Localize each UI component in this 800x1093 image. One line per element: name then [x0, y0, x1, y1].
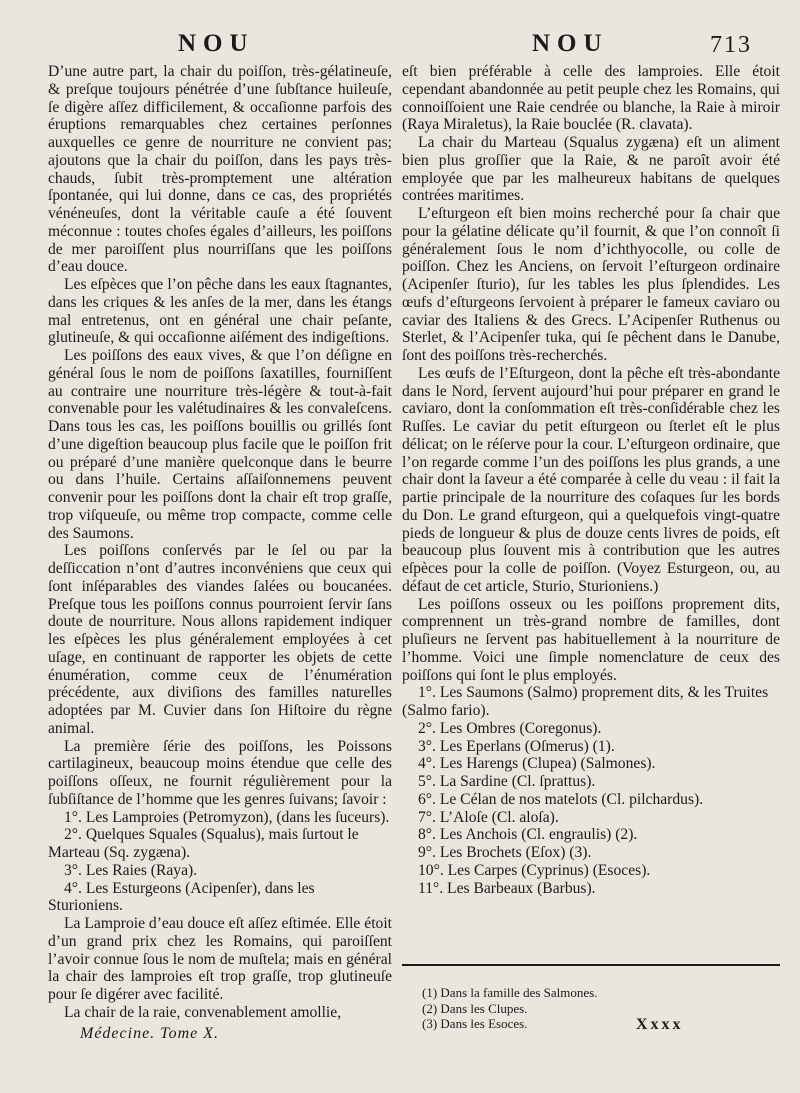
list-item: 2°. Les Ombres (Coregonus).	[418, 719, 602, 737]
signature-mark: Xxxx	[636, 1016, 684, 1033]
paragraph: La première ſérie des poiſſons, les Poissons cartilagineux, beaucoup moins étendue que celle des poiſſons oſſeux, ne fournit régulièrement pour la ſubſiſtance de l’homme que les genres ſuivans; ſavoir :	[48, 737, 392, 808]
paragraph: Les œufs de l’Eſturgeon, dont la pêche eſt très-abondante dans le Nord, ſervent aujourd’hui pour préparer en grand le caviaro, dont la conſommation eſt très-conſidérable chez les Ruſſes. Le caviar du petit eſturgeon ou ſterlet eſt le plus délicat; on le réſerve pour la cour. L’eſturgeon ordinaire, que l’on regarde comme l’un des poiſſons les plus grands, a une chair dont la ſaveur a été comparée à celle du veau : il fait la partie principale de la nourriture des coſaques ſur les bords du Don. Le grand eſturgeon, qui a quelquefois vingt-quatre pieds de longueur & plus de douze cents livres de poids, eſt beaucoup plus ſouvent mis à contribution que les autres eſpèces pour la colle de poiſſon. (Voyez Esturgeon, ou, au défaut de cet article, Sturio, Sturioniens.)	[402, 364, 780, 595]
footnote: (2) Dans les Clupes.	[422, 1000, 528, 1016]
paragraph: L’eſturgeon eſt bien moins recherché pour ſa chair que pour la gélatine délicate qu’il fournit, & que l’on connoît ſi généralement ſous le nom d’ichthyocolle, ou colle de poiſſon. Chez les Anciens, on ſervoit l’eſturgeon ordinaire (Acipenſer ſturio), ſur les tables les plus ſplendides. Les œufs d’eſturgeons ſervoient à préparer le fameux caviaro ou caviar des Italiens & des Grecs. L’Acipenſer Ruthenus ou Sterlet, & l’Acipenſer tuka, qui ſe pêchent dans le Danube, ſont des poiſſons très-recherchés.	[402, 205, 780, 364]
list-item: 2°. Quelques Squales (Squalus), mais ſurtout le Marteau (Sq. zygæna).	[48, 826, 359, 861]
footnotes	[422, 985, 597, 1032]
paragraph: Les poiſſons des eaux vives, & que l’on déſigne en général ſous le nom de poiſſons ſaxatilles, fourniſſent au contraire une nourriture très-légère & tout-à-fait convenable pour les valétudinaires & les convaleſcens. Dans tous les cas, les poiſſons bouillis ou grillés ſont d’une digeſtion beaucoup plus facile que le poiſſon frit ou préparé d’une manière quelconque dans le beurre ou dans l’huile. Certains aſſaiſonnemens peuvent convenir pour les poiſſons dont la chair eſt trop graſſe, trop viſqueuſe, ou même trop compacte, comme celle des Saumons.	[48, 347, 392, 542]
list-item: 3°. Les Raies (Raya).	[64, 861, 198, 879]
list-item: 7°. L’Aloſe (Cl. aloſa).	[418, 808, 559, 826]
list-item: 3°. Les Eperlans (Oſmerus) (1).	[418, 737, 615, 755]
paragraph: eſt bien préférable à celle des lamproies. Elle étoit cependant abandonnée au petit peuple chez les Romains, qui connoiſſoient une Raie cendrée ou blanche, la Raie à miroir (Raya Miraletus), la Raie bouclée (R. clavata).	[402, 63, 781, 134]
page-number: 713	[710, 32, 752, 58]
list-item: 1°. Les Saumons (Salmo) proprement dits, & les Truites (Salmo fario).	[402, 684, 769, 719]
paragraph: Les poiſſons conſervés par le ſel ou par la deſſiccation n’ont d’autres inconvéniens que ceux qui ſont inſéparables des viandes ſalées ou boucanées. Preſque tous les poiſſons connus pourroient ſervir ſans doute de nourriture. Nous allons rapidement indiquer les eſpèces les plus généralement employées à cet uſage, en continuant de rapporter les objets de cette énumération, comme ceux de l’énumération précédente, aux diviſions des familles naturelles adoptées par M. Cuvier dans ſon Hiſtoire du règne animal.	[48, 542, 392, 737]
list-item: 8°. Les Anchois (Cl. engraulis) (2).	[418, 826, 638, 844]
left-column	[48, 63, 392, 1022]
list-item: 10°. Les Carpes (Cyprinus) (Esoces).	[418, 861, 651, 879]
list-item: 4°. Les Esturgeons (Acipenſer), dans les Sturioniens.	[48, 879, 315, 915]
list-item: 1°. Les Lamproies (Petromyzon), (dans les ſuceurs).	[64, 808, 390, 826]
paragraph: D’une autre part, la chair du poiſſon, très-gélatineuſe, & preſque toujours pénétrée d’une ſubſtance huileuſe, ſe digère aſſez difficilement, & occaſionne parfois des éruptions remarquables chez certaines perſonnes auxquelles ce genre de nourriture ne convient pas; ajoutons que la chair du poiſſon, dans les pays très-chauds, ſubit très-promptement une altération ſpontanée, qui lui donne, dans ce cas, des propriétés vénéneuſes, dont la véritable cauſe a été ſouvent méconnue : toutes choſes égales d’ailleurs, les poiſſons de mer paroiſſent plus nourriſſans que les poiſſons d’eau douce.	[48, 63, 392, 276]
footnote-rule	[402, 964, 780, 966]
volume-label: Médecine. Tome X.	[80, 1025, 220, 1042]
list-item: 9°. Les Brochets (Eſox) (3).	[418, 844, 592, 861]
running-head-left: NOU	[178, 30, 255, 57]
footnote: (3) Dans les Esoces.	[422, 1016, 528, 1031]
paragraph: La chair du Marteau (Squalus zygæna) eſt un aliment bien plus groſſier que la Raie, & ne paroît avoir été employée que par les malheureux habitans de quelques contrées maritimes.	[402, 134, 780, 205]
list-item: 4°. Les Harengs (Clupea) (Salmones).	[418, 755, 656, 773]
footnote: (1) Dans la famille des Salmones.	[422, 985, 598, 1000]
right-column	[402, 63, 780, 897]
list-item: 5°. La Sardine (Cl. ſprattus).	[418, 773, 596, 790]
paragraph: La Lamproie d’eau douce eſt aſſez eſtimée. Elle étoit d’un grand prix chez les Romains, qui paroiſſent l’avoir connue ſous le nom de muſtela; mais en général la chair des lamproies eſt trop graſſe, trop glutineuſe pour ſe digérer avec facilité.	[48, 915, 392, 1003]
paragraph: La chair de la raie, convenablement amollie,	[64, 1003, 342, 1021]
paragraph: Les eſpèces que l’on pêche dans les eaux ſtagnantes, dans les criques & les anſes de la mer, dans les étangs mal entretenus, ont en général une chair peſante, glutineuſe, & qui occaſionne aiſément des indigeſtions.	[48, 276, 392, 347]
running-head-right: NOU	[532, 30, 609, 57]
paragraph: Les poiſſons osseux ou les poiſſons proprement dits, comprennent un très-grand nombre de familles, dont pluſieurs ne ſervent pas habituellement à la nourriture de l’homme. Voici une ſimple nomenclature de ceux des poiſſons qui ſont le plus employés.	[402, 595, 780, 684]
list-item: 6°. Le Célan de nos matelots (Cl. pilchardus).	[418, 790, 704, 808]
list-item: 11°. Les Barbeaux (Barbus).	[418, 879, 596, 897]
